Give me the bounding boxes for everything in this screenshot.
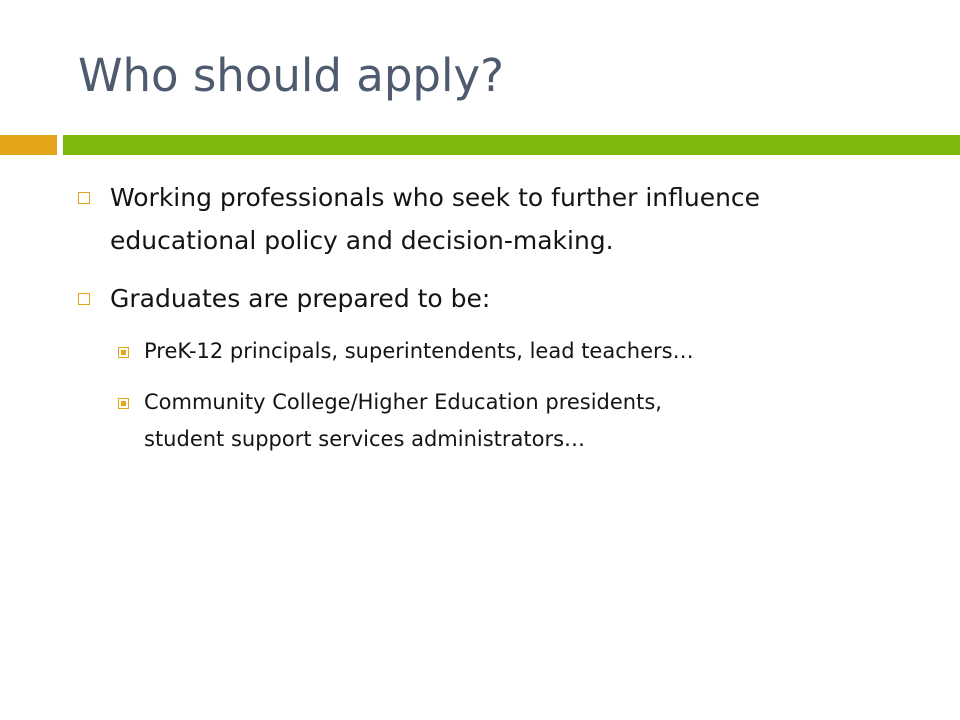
filled-square-icon	[118, 398, 129, 409]
bullet-line: educational policy and decision-making.	[110, 226, 614, 255]
sub-bullet-line: student support services administrators…	[144, 427, 586, 451]
filled-square-icon	[118, 347, 129, 358]
bullet-line: Working professionals who seek to further influence	[110, 183, 761, 212]
accent-bar-orange	[0, 135, 57, 155]
sub-bullet-line: PreK-12 principals, superintendents, lead teachers…	[144, 339, 694, 363]
accent-bar-green	[63, 135, 960, 155]
bullet-line: Graduates are prepared to be:	[110, 284, 491, 313]
sub-bullet-line: Community College/Higher Education presidents,	[144, 390, 662, 414]
slide-title: Who should apply?	[78, 49, 504, 102]
outline-square-icon	[78, 192, 90, 204]
outline-square-icon	[78, 293, 90, 305]
